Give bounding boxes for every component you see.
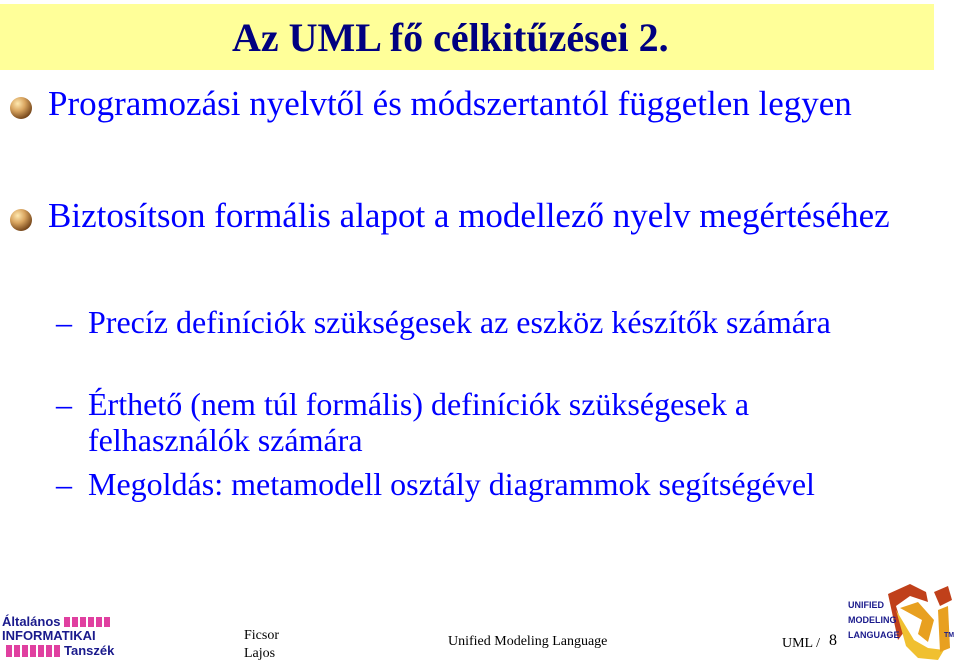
logo-line-1: Általános <box>2 614 61 629</box>
uml-logo-line-2: MODELING <box>848 615 897 625</box>
author-last: Lajos <box>244 646 276 661</box>
logo-stripe <box>6 645 60 657</box>
sub-bullet-text: Érthető (nem túl formális) definíciók szükségesek a felhasználók számára <box>88 386 750 458</box>
dash-marker: – <box>56 386 72 422</box>
uml-logo-tm: TM <box>944 632 955 639</box>
logo-stripe <box>64 617 110 627</box>
logo-line-2: INFORMATIKAI <box>2 628 96 643</box>
dash-marker: – <box>56 466 72 502</box>
ball-bullet-icon <box>10 97 32 119</box>
department-logo <box>2 614 142 664</box>
logo-line-3: Tanszék <box>64 643 115 658</box>
page-label: UML / <box>782 636 820 651</box>
slide-title: Az UML fő célkitűzései 2. <box>232 15 669 60</box>
author-first: Ficsor <box>244 628 279 643</box>
course-name: Unified Modeling Language <box>448 634 608 649</box>
bullet-text: Programozási nyelvtől és módszertantól független legyen <box>48 84 852 123</box>
uml-logo-line-1: UNIFIED <box>848 600 884 610</box>
uml-logo-line-3: LANGUAGE <box>848 630 900 640</box>
page-number: 8 <box>829 632 837 649</box>
dash-marker: – <box>56 304 72 340</box>
ball-bullet-icon <box>10 209 32 231</box>
uml-logo <box>848 580 960 665</box>
sub-bullet-text: Megoldás: metamodell osztály diagrammok segítségével <box>88 466 815 502</box>
bullet-text: Biztosítson formális alapot a modellező nyelv megértéséhez <box>48 196 890 235</box>
sub-bullet-text: Precíz definíciók szükségesek az eszköz készítők számára <box>88 304 831 340</box>
